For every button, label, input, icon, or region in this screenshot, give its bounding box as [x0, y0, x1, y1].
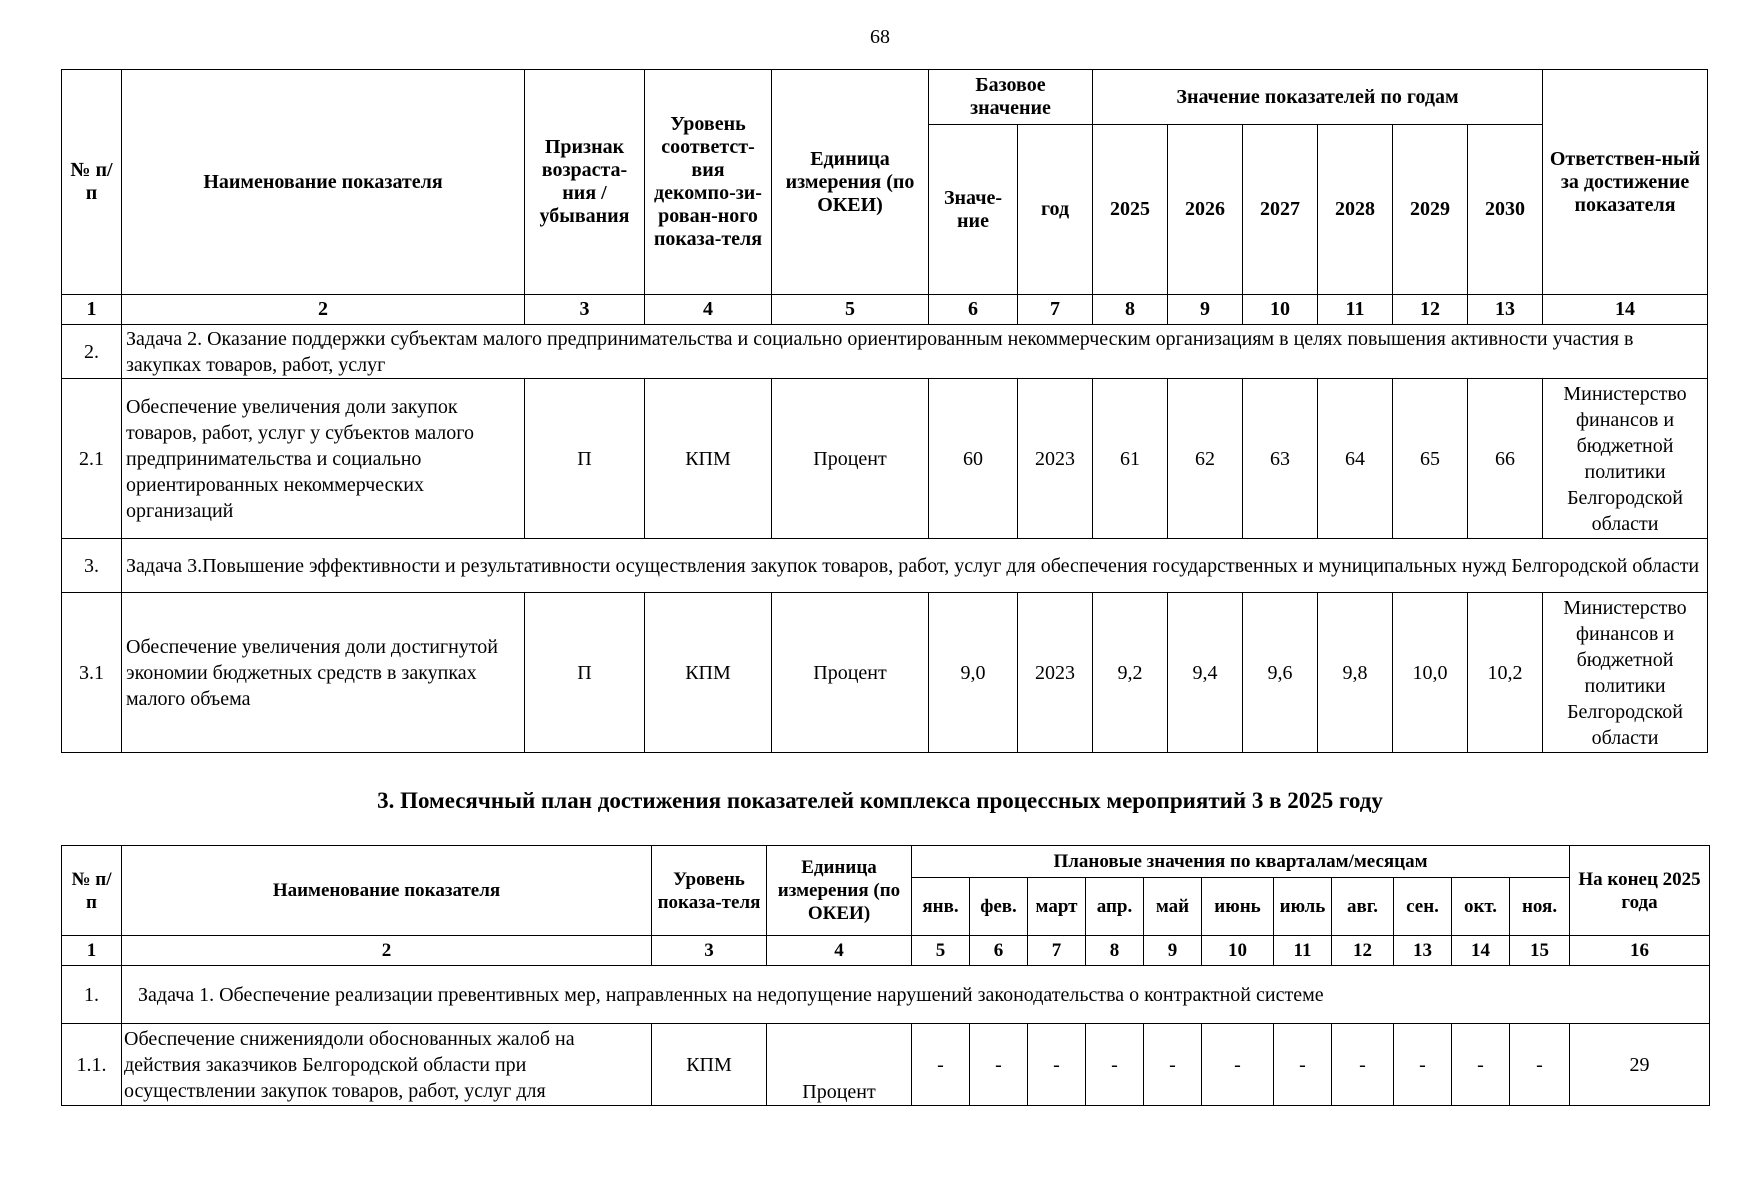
base-year: 2023 — [1018, 593, 1093, 753]
year-value: 65 — [1393, 379, 1468, 539]
year-value: 64 — [1318, 379, 1393, 539]
header-unit: Единица измерения (по ОКЕИ) — [767, 846, 912, 936]
col-number: 3 — [525, 295, 645, 325]
col-number: 1 — [62, 295, 122, 325]
indicator-name: Обеспечение снижениядоли обоснованных жалоб на действия заказчиков Белгородской области при осуществлении закупок товаров, работ, услуг для — [122, 1024, 652, 1106]
page-number: 68 — [870, 26, 890, 48]
header-month: март — [1028, 878, 1086, 936]
col-number: 11 — [1274, 936, 1332, 966]
year-value: 63 — [1243, 379, 1318, 539]
header-sign: Признак возраста-ния / убывания — [525, 70, 645, 295]
year-value: 9,6 — [1243, 593, 1318, 753]
header-unit: Единица измерения (по ОКЕИ) — [772, 70, 929, 295]
header-month: сен. — [1394, 878, 1452, 936]
header-name: Наименование показателя — [122, 846, 652, 936]
year-value: 10,0 — [1393, 593, 1468, 753]
col-number: 6 — [970, 936, 1028, 966]
header-year: 2026 — [1168, 125, 1243, 295]
year-value: 9,2 — [1093, 593, 1168, 753]
task-num: 3. — [62, 539, 122, 593]
header-name: Наименование показателя — [122, 70, 525, 295]
header-level: Уровень соответст-вия декомпо-зи-рован-ного показа-теля — [645, 70, 772, 295]
col-number: 12 — [1332, 936, 1394, 966]
indicator-name: Обеспечение увеличения доли достигнутой экономии бюджетных средств в закупках малого объема — [122, 593, 525, 753]
unit-value: Процент — [772, 379, 929, 539]
header-month: янв. — [912, 878, 970, 936]
month-value: - — [1452, 1024, 1510, 1106]
header-month: апр. — [1086, 878, 1144, 936]
row-num: 3.1 — [62, 593, 122, 753]
col-number: 12 — [1393, 295, 1468, 325]
header-responsible: Ответствен-ный за достижение показателя — [1543, 70, 1708, 295]
month-value: - — [912, 1024, 970, 1106]
level-value: КПМ — [645, 593, 772, 753]
task-text: Задача 1. Обеспечение реализации превентивных мер, направленных на недопущение нарушений законодательства о контрактной системе — [122, 966, 1710, 1024]
col-number: 1 — [62, 936, 122, 966]
year-value: 66 — [1468, 379, 1543, 539]
col-number: 16 — [1570, 936, 1710, 966]
header-month: авг. — [1332, 878, 1394, 936]
col-number: 4 — [767, 936, 912, 966]
month-value: - — [1332, 1024, 1394, 1106]
year-value: 9,4 — [1168, 593, 1243, 753]
month-value: - — [1028, 1024, 1086, 1106]
header-years-group: Значение показателей по годам — [1093, 70, 1543, 125]
header-base-value: Значе-ние — [929, 125, 1018, 295]
header-month: май — [1144, 878, 1202, 936]
header-month: окт. — [1452, 878, 1510, 936]
header-year: 2025 — [1093, 125, 1168, 295]
header-plan-group: Плановые значения по кварталам/месяцам — [912, 846, 1570, 878]
col-number: 8 — [1093, 295, 1168, 325]
col-number: 15 — [1510, 936, 1570, 966]
responsible-value: Министерство финансов и бюджетной политики Белгородской области — [1543, 593, 1708, 753]
month-value: - — [1510, 1024, 1570, 1106]
month-value: - — [1144, 1024, 1202, 1106]
header-base: Базовое значение — [929, 70, 1093, 125]
col-number: 6 — [929, 295, 1018, 325]
col-number: 2 — [122, 295, 525, 325]
header-month: фев. — [970, 878, 1028, 936]
col-number: 5 — [912, 936, 970, 966]
col-number: 3 — [652, 936, 767, 966]
level-value: КПМ — [645, 379, 772, 539]
month-value: - — [970, 1024, 1028, 1106]
col-number: 14 — [1452, 936, 1510, 966]
col-number: 7 — [1018, 295, 1093, 325]
base-value: 9,0 — [929, 593, 1018, 753]
col-number: 11 — [1318, 295, 1393, 325]
unit-value: Процент — [772, 593, 929, 753]
task-num: 1. — [62, 966, 122, 1024]
year-value: 62 — [1168, 379, 1243, 539]
indicator-name: Обеспечение увеличения доли закупок товаров, работ, услуг у субъектов малого предпринимательства и социально ориентированных некоммерческих организаций — [122, 379, 525, 539]
header-num: № п/п — [62, 846, 122, 936]
row-num: 1.1. — [62, 1024, 122, 1106]
col-number: 14 — [1543, 295, 1708, 325]
indicators-table — [61, 69, 1708, 753]
monthly-plan-table — [61, 845, 1710, 1106]
year-value: 10,2 — [1468, 593, 1543, 753]
col-number: 2 — [122, 936, 652, 966]
task-text: Задача 2. Оказание поддержки субъектам малого предпринимательства и социально ориентированным некоммерческим организациям в целях повышения активности участия в закупках товаров, работ, услуг — [122, 325, 1708, 379]
base-value: 60 — [929, 379, 1018, 539]
unit-value: Процент — [767, 1024, 912, 1106]
header-month: ноя. — [1510, 878, 1570, 936]
month-value: - — [1202, 1024, 1274, 1106]
row-num: 2.1 — [62, 379, 122, 539]
header-year: 2028 — [1318, 125, 1393, 295]
task-text: Задача 3.Повышение эффективности и результативности осуществления закупок товаров, работ, услуг для обеспечения государственных и муниципальных нужд Белгородской области — [122, 539, 1708, 593]
header-level: Уровень показа-теля — [652, 846, 767, 936]
header-year: 2027 — [1243, 125, 1318, 295]
header-end: На конец 2025 года — [1570, 846, 1710, 936]
responsible-value: Министерство финансов и бюджетной политики Белгородской области — [1543, 379, 1708, 539]
header-year: 2029 — [1393, 125, 1468, 295]
col-number: 9 — [1144, 936, 1202, 966]
col-number: 8 — [1086, 936, 1144, 966]
col-number: 4 — [645, 295, 772, 325]
col-number: 10 — [1243, 295, 1318, 325]
col-number: 13 — [1468, 295, 1543, 325]
header-month: июнь — [1202, 878, 1274, 936]
col-number: 7 — [1028, 936, 1086, 966]
section-title: 3. Помесячный план достижения показателей комплекса процессных мероприятий 3 в 2025 году — [377, 788, 1383, 813]
month-value: - — [1086, 1024, 1144, 1106]
header-num: № п/п — [62, 70, 122, 295]
header-year: 2030 — [1468, 125, 1543, 295]
month-value: - — [1274, 1024, 1332, 1106]
end-value: 29 — [1570, 1024, 1710, 1106]
level-value: КПМ — [652, 1024, 767, 1106]
task-num: 2. — [62, 325, 122, 379]
col-number: 5 — [772, 295, 929, 325]
year-value: 61 — [1093, 379, 1168, 539]
col-number: 13 — [1394, 936, 1452, 966]
sign-value: П — [525, 593, 645, 753]
col-number: 9 — [1168, 295, 1243, 325]
header-month: июль — [1274, 878, 1332, 936]
header-base-year: год — [1018, 125, 1093, 295]
month-value: - — [1394, 1024, 1452, 1106]
base-year: 2023 — [1018, 379, 1093, 539]
sign-value: П — [525, 379, 645, 539]
year-value: 9,8 — [1318, 593, 1393, 753]
col-number: 10 — [1202, 936, 1274, 966]
